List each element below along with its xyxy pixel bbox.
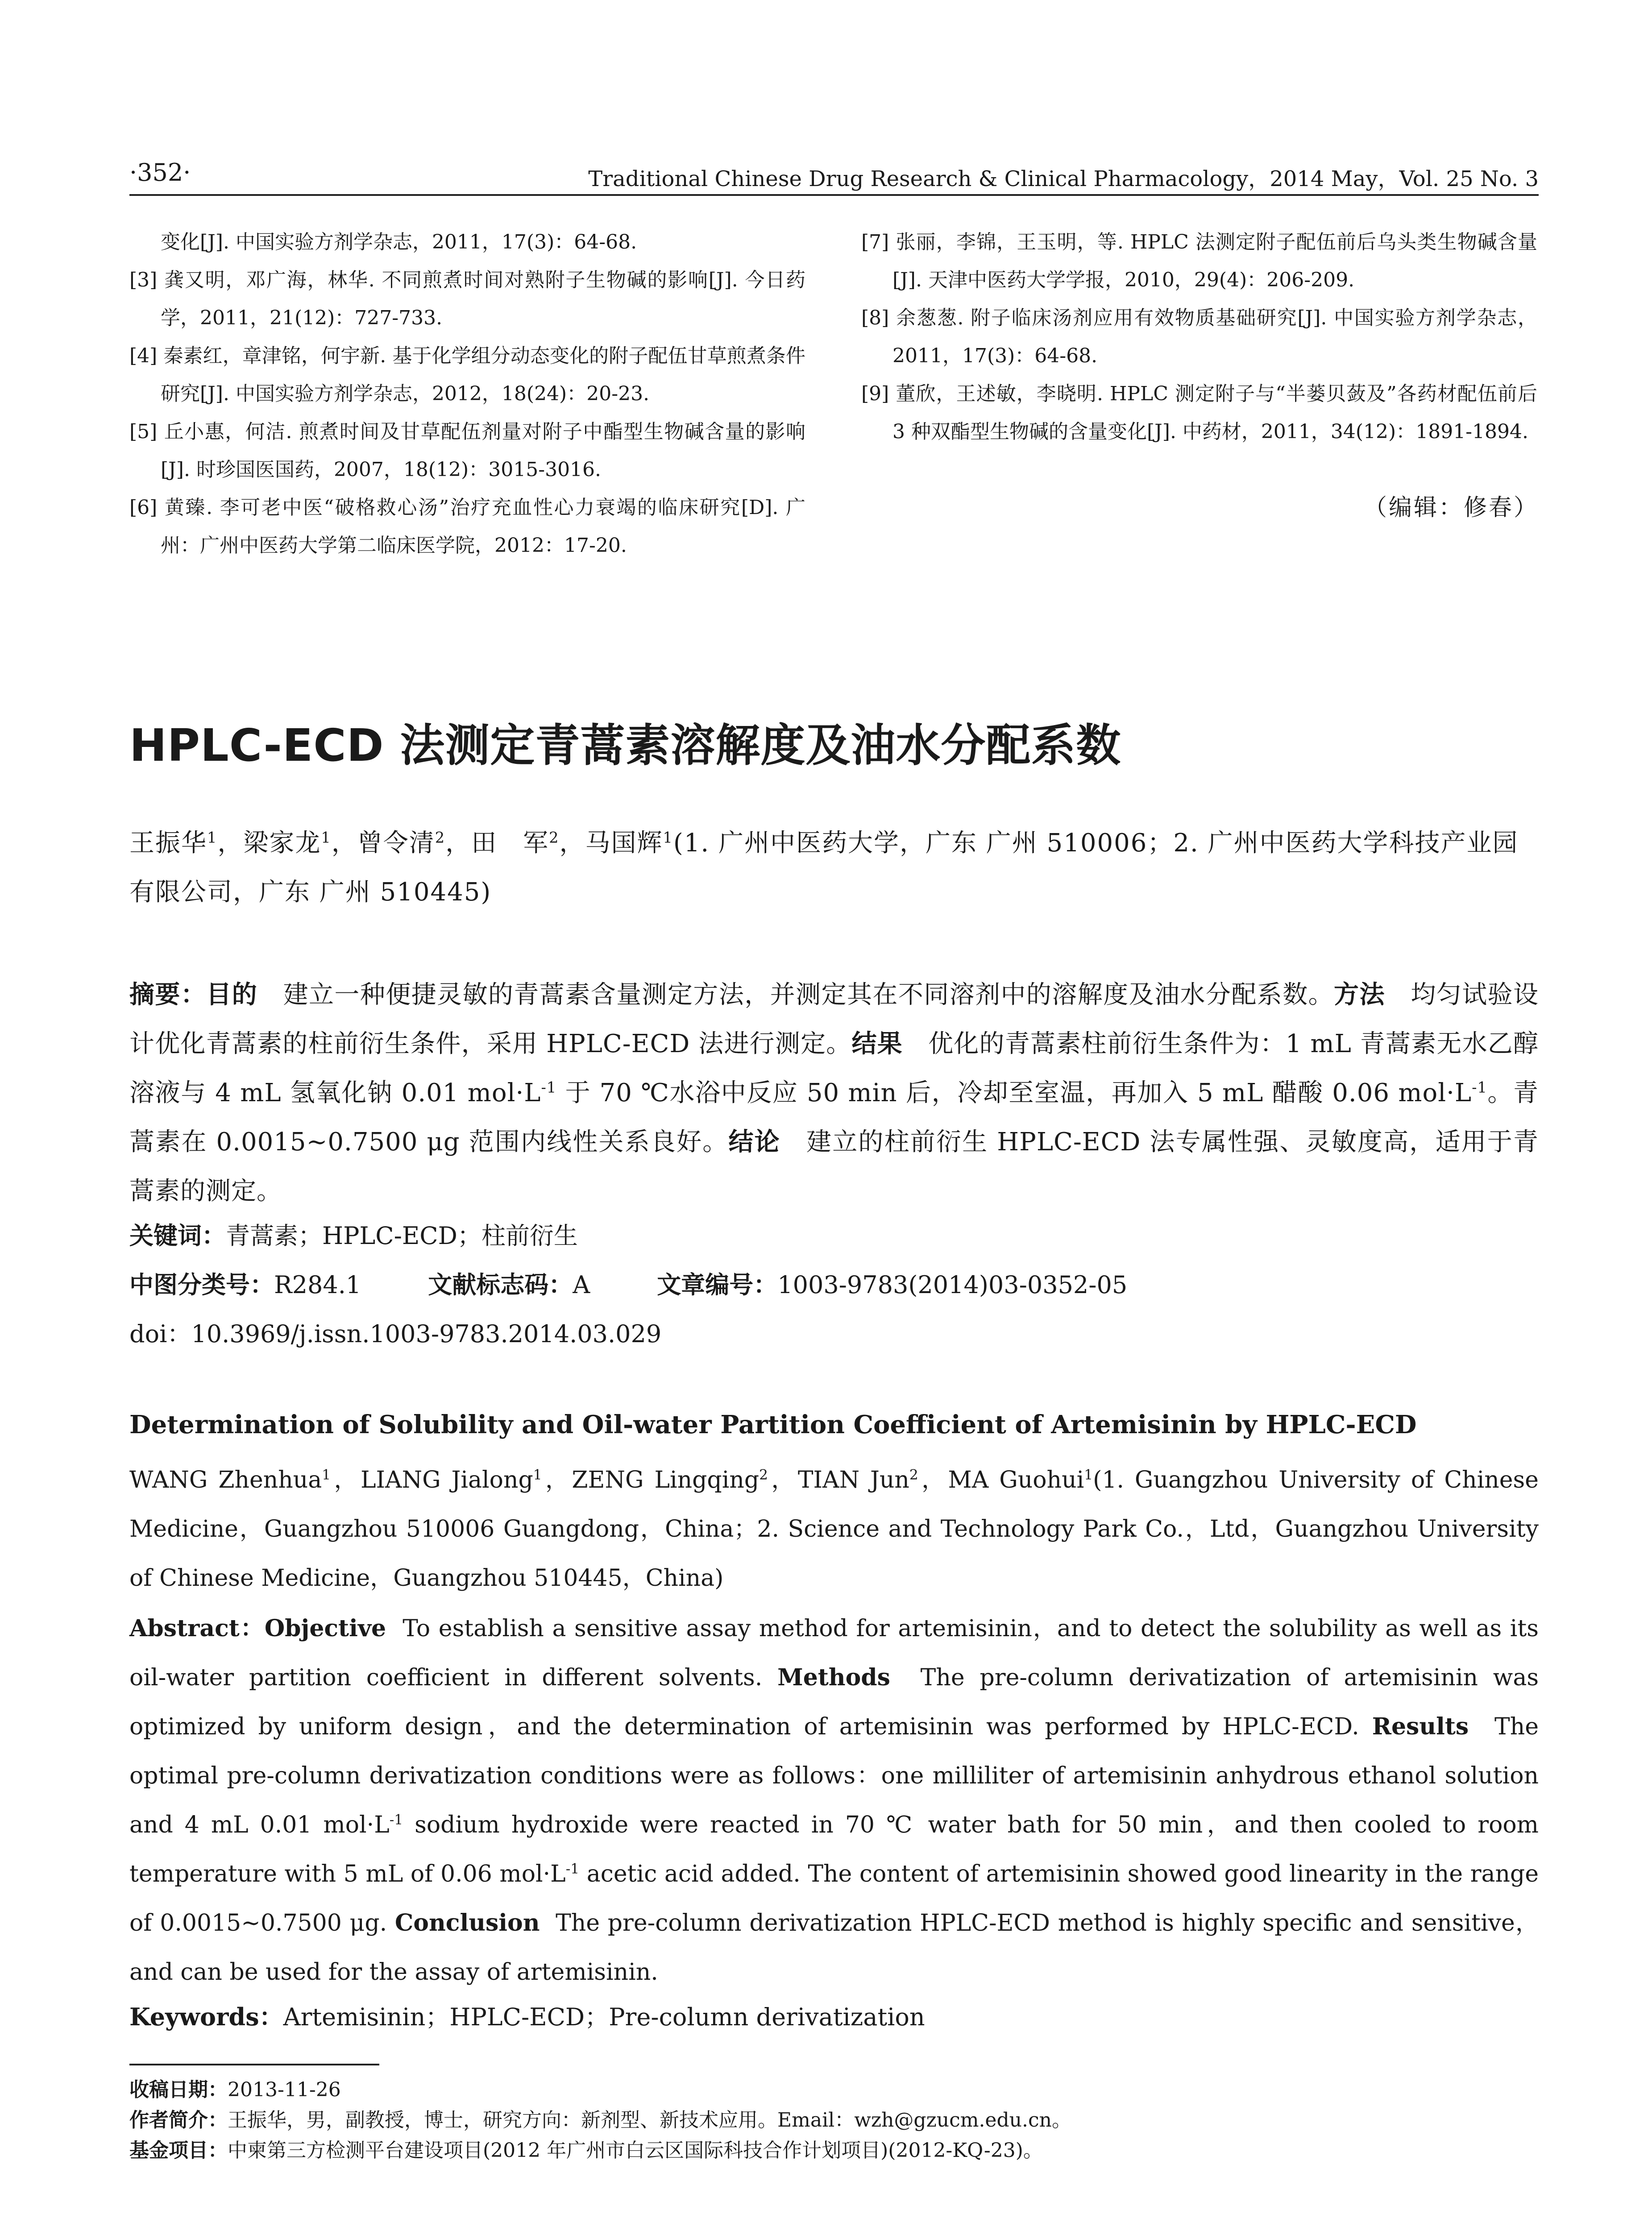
article-title: HPLC-ECD 法测定青蒿素溶解度及油水分配系数 [129, 719, 1121, 771]
references-left-column [129, 223, 805, 564]
author-name: WANG Zhenhua [129, 1467, 322, 1493]
funding-value: 中柬第三方检测平台建设项目(2012 年广州市白云区国际科技合作计划项目)(2012-KQ-23)。 [228, 2139, 1043, 2162]
english-title: Determination of Solubility and Oil-water Partition Coefficient of Artemisinin by HPLC-ECD [129, 1410, 1417, 1439]
reference-continuation: 变化[J]. 中国实验方剂学杂志，2011，17(3)：64-68. [161, 231, 637, 253]
author-affiliation-mark: 1 [533, 1467, 542, 1483]
reference-item: [5] 丘小惠，何洁. 煎煮时间及甘草配伍剂量对附子中酯型生物碱含量的影响[J]. 时珍国医国药，2007，18(12)：3015-3016. [129, 420, 805, 481]
objective-text: 建立一种便捷灵敏的青蒿素含量测定方法，并测定其在不同溶剂中的溶解度及油水分配系数。 [283, 980, 1334, 1009]
english-author-affiliation-block [129, 1456, 1539, 1603]
author-affiliation-mark: 1 [663, 829, 673, 846]
reference-item: [6] 黄臻. 李可老中医“破格救心汤”治疗充血性心力衰竭的临床研究[D]. 广州：广州中医药大学第二临床医学院，2012：17-20. [129, 496, 805, 557]
author-separator: ， [768, 1467, 798, 1493]
keywords-value: Artemisinin；HPLC-ECD；Pre-column derivatization [283, 2003, 925, 2031]
abstract-chinese [129, 970, 1539, 1216]
document-code-value: A [573, 1271, 590, 1299]
methods-label: 方法 [1334, 980, 1385, 1009]
results-text: sodium hydroxide were reacted in 70 ℃ water bath for 50 min，and then cooled to room temperature with 5 mL of 0.06 mol·L [129, 1812, 1539, 1887]
reference-item: [7] 张丽，李锦，王玉明，等. HPLC 法测定附子配伍前后乌头类生物碱含量[J]. 天津中医药大学学报，2010，29(4)：206-209. [861, 231, 1537, 291]
results-text: 。青蒿素在 0.0015~0.7500 μg 范围内线性关系良好。 [129, 1078, 1539, 1157]
author-name: MA Guohui [948, 1467, 1084, 1493]
keywords-value: 青蒿素；HPLC-ECD；柱前衍生 [226, 1222, 578, 1250]
received-value: 2013-11-26 [228, 2078, 341, 2101]
author-name: 田 军 [471, 829, 549, 858]
author-bio-value: 王振华，男，副教授，博士，研究方向：新剂型、新技术应用。Email：wzh@gzucm.edu.cn。 [228, 2109, 1071, 2131]
author-affiliation-mark: 2 [909, 1467, 918, 1483]
author-separator: ， [445, 829, 472, 858]
keywords-english [129, 1998, 925, 2032]
author-affiliation-mark: 1 [321, 829, 332, 846]
results-text: 于 70 ℃水浴中反应 50 min 后，冷却至室温，再加入 5 mL 醋酸 0.06 mol·L [556, 1078, 1472, 1107]
affiliations: (1. 广州中医药大学，广东 广州 510006；2. 广州中医药大学科技产业园有限公司，广东 广州 510445) [129, 829, 1519, 907]
author-affiliation-mark: 2 [435, 829, 446, 846]
methods-text: The pre-column derivatization of artemisinin was optimized by uniform design，and the determination of artemisinin was performed by HPLC-ECD. [129, 1664, 1539, 1740]
author-affiliation-mark: 2 [759, 1467, 768, 1483]
abstract-label: 摘要： [129, 980, 207, 1009]
unit-exponent: -1 [565, 1861, 580, 1877]
objective-label: 目的 [206, 980, 258, 1009]
author-affiliation-mark: 2 [549, 829, 560, 846]
doi-value: 10.3969/j.issn.1003-9783.2014.03.029 [191, 1320, 662, 1348]
author-separator: ， [918, 1467, 948, 1493]
results-text: acetic acid added. The content of artemisinin showed good linearity in the range of 0.0015~0.7500 μg. [129, 1861, 1539, 1937]
received-date-line [129, 2075, 1539, 2105]
funding-line [129, 2136, 1539, 2166]
article-number-value: 1003-9783(2014)03-0352-05 [777, 1271, 1128, 1299]
editor-note: （编辑：修春） [1363, 494, 1539, 521]
reference-item: [8] 余葱葱. 附子临床汤剂应用有效物质基础研究[J]. 中国实验方剂学杂志，2011，17(3)：64-68. [861, 307, 1537, 367]
author-bio-line [129, 2105, 1539, 2136]
author-separator: ， [331, 829, 357, 858]
affiliations: (1. Guangzhou University of Chinese Medicine，Guangzhou 510006 Guangdong，China；2. Science and Technology Park Co.，Ltd，Guangzhou University of Chinese Medicine，Guangzhou 510445，China) [129, 1467, 1539, 1592]
footnote-divider [129, 2064, 379, 2065]
author-name: 曾令清 [357, 829, 435, 858]
author-affiliation-mark: 1 [207, 829, 218, 846]
objective-label: Objective [264, 1615, 386, 1642]
author-separator: ， [542, 1467, 572, 1493]
abstract-label: Abstract： [129, 1615, 265, 1642]
unit-exponent: -1 [389, 1812, 403, 1828]
received-label: 收稿日期： [129, 2078, 228, 2101]
classification-line [129, 1266, 1127, 1300]
author-name: 梁家龙 [243, 829, 321, 858]
author-name: ZENG Lingqing [572, 1467, 760, 1493]
funding-label: 基金项目： [129, 2139, 228, 2162]
clc-label: 中图分类号： [129, 1271, 274, 1299]
results-label: 结果 [851, 1029, 903, 1058]
page-number: ·352· [129, 158, 191, 187]
footnotes [129, 2075, 1539, 2166]
conclusion-text: The pre-column derivatization HPLC-ECD method is highly specific and sensitive，and can be used for the assay of artemisinin. [129, 1910, 1539, 1986]
conclusion-label: 结论 [728, 1128, 780, 1157]
reference-item: [4] 秦素红，章津铭，何宇新. 基于化学组分动态变化的附子配伍甘草煎煮条件研究[J]. 中国实验方剂学杂志，2012，18(24)：20-23. [129, 344, 805, 405]
reference-item: [3] 龚又明，邓广海，林华. 不同煎煮时间对熟附子生物碱的影响[J]. 今日药学，2011，21(12)：727-733. [129, 269, 805, 329]
methods-label: Methods [777, 1664, 890, 1691]
doi-line [129, 1315, 661, 1349]
keywords-label: 关键词： [129, 1222, 226, 1250]
header-divider [129, 194, 1539, 196]
document-code-label: 文献标志码： [428, 1271, 573, 1299]
doi-label: doi： [129, 1320, 191, 1348]
results-label: Results [1372, 1713, 1469, 1740]
author-name: TIAN Jun [797, 1467, 909, 1493]
author-affiliation-mark: 1 [1084, 1467, 1093, 1483]
article-number-label: 文章编号： [657, 1271, 778, 1299]
objective-text: To establish a sensitive assay method for artemisinin，and to detect the solubility as well as its oil-water partition coefficient in different solvents. [129, 1615, 1539, 1691]
author-affiliation-block [129, 819, 1539, 917]
author-separator: ， [331, 1467, 361, 1493]
references-right-column [861, 223, 1537, 451]
reference-item: [9] 董欣，王述敏，李晓明. HPLC 测定附子与“半蒌贝蔹及”各药材配伍前后 3 种双酯型生物碱的含量变化[J]. 中药材，2011，34(12)：1891-1894. [861, 382, 1537, 443]
results-text: 优化的青蒿素柱前衍生条件为：1 mL 青蒿素无水乙醇溶液与 4 mL 氢氧化钠 0.01 mol·L [129, 1029, 1539, 1107]
keywords-label: Keywords： [129, 2003, 283, 2031]
conclusion-label: Conclusion [394, 1909, 540, 1937]
conclusion-text: 建立的柱前衍生 HPLC-ECD 法专属性强、灵敏度高，适用于青蒿素的测定。 [129, 1128, 1539, 1206]
unit-exponent: -1 [1472, 1078, 1487, 1096]
methods-text: 均匀试验设计优化青蒿素的柱前衍生条件，采用 HPLC-ECD 法进行测定。 [129, 980, 1539, 1058]
author-name: 马国辉 [585, 829, 663, 858]
author-bio-label: 作者简介： [129, 2109, 228, 2131]
author-name: 王振华 [129, 829, 207, 858]
abstract-english [129, 1604, 1539, 1997]
author-name: LIANG Jialong [360, 1467, 533, 1493]
keywords-chinese [129, 1217, 578, 1251]
author-separator: ， [559, 829, 585, 858]
results-text: The optimal pre-column derivatization conditions were as follows：one milliliter of artemisinin anhydrous ethanol solution and 4 mL 0.01 mol·L [129, 1713, 1539, 1838]
author-affiliation-mark: 1 [322, 1467, 331, 1483]
author-separator: ， [217, 829, 244, 858]
unit-exponent: -1 [541, 1078, 557, 1096]
journal-info: Traditional Chinese Drug Research & Clinical Pharmacology，2014 May，Vol. 25 No. 3 [588, 166, 1539, 191]
clc-value: R284.1 [274, 1271, 361, 1299]
